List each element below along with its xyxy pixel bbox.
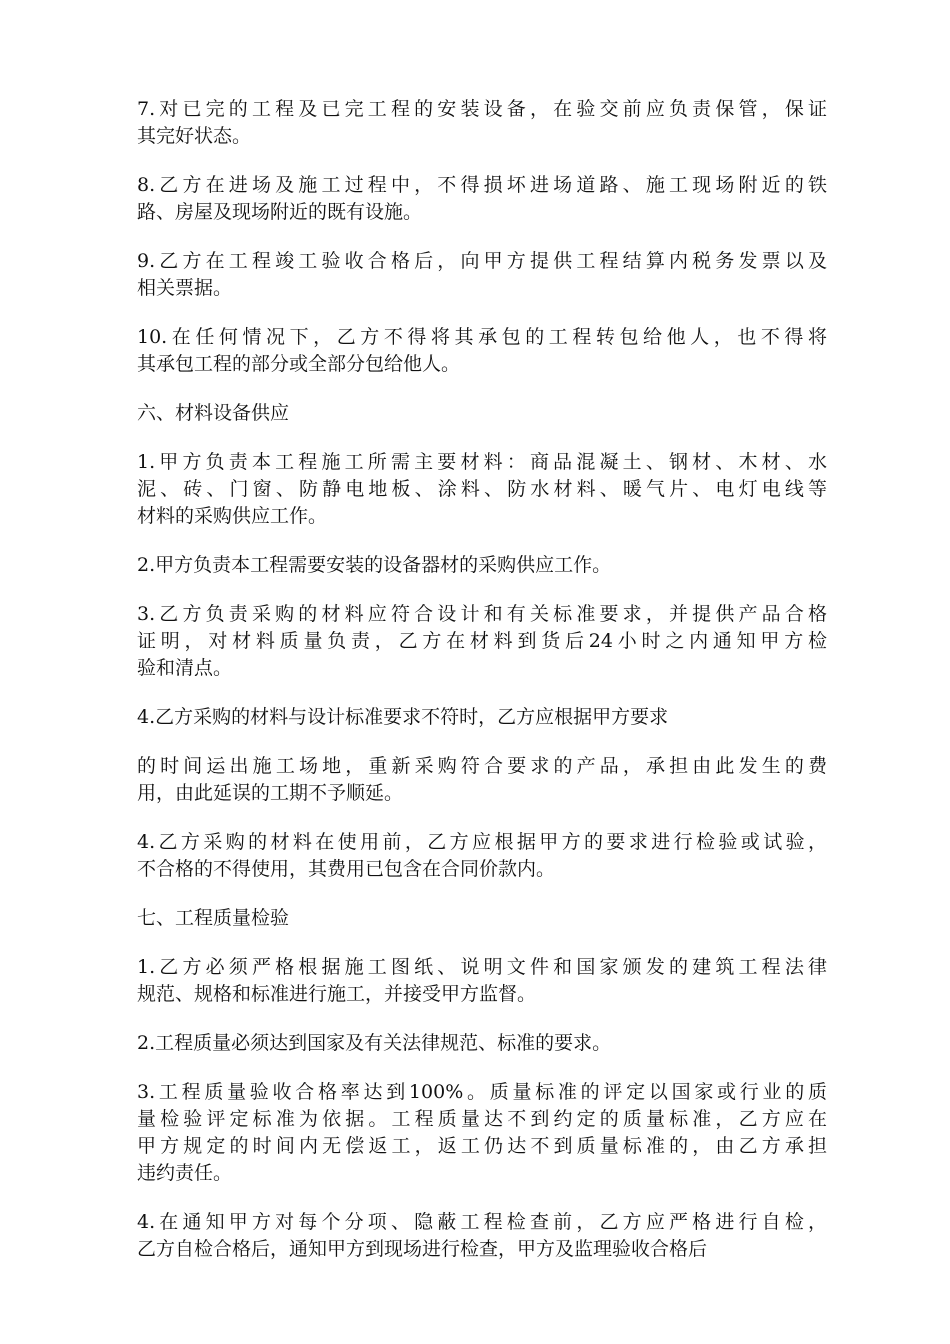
text-line: 乙方自检合格后，通知甲方到现场进行检查，甲方及监理验收合格后 <box>137 1238 708 1260</box>
paragraph <box>137 704 827 731</box>
text-line: 1.乙方必须严格根据施工图纸、说明文件和国家颁发的建筑工程法律 <box>137 956 827 978</box>
text-line: 用，由此延误的工期不予顺延。 <box>137 782 404 804</box>
text-line: 7.对已完的工程及已完工程的安装设备，在验交前应负责保管，保证 <box>137 98 827 120</box>
text-line: 违约责任。 <box>137 1162 233 1184</box>
text-line: 材料的采购供应工作。 <box>137 505 328 527</box>
text-line: 甲方规定的时间内无偿返工，返工仍达不到质量标准的，由乙方承担 <box>137 1135 827 1157</box>
text-line: 相关票据。 <box>137 277 233 299</box>
section-heading <box>137 905 827 932</box>
text-line: 其完好状态。 <box>137 125 252 147</box>
text-line: 2.甲方负责本工程需要安装的设备器材的采购供应工作。 <box>137 554 612 576</box>
text-line: 规范、规格和标准进行施工，并接受甲方监督。 <box>137 983 537 1005</box>
paragraph <box>137 1209 827 1263</box>
paragraph <box>137 1030 827 1057</box>
paragraph <box>137 172 827 226</box>
text-line: 量检验评定标准为依据。工程质量达不到约定的质量标准，乙方应在 <box>137 1108 827 1130</box>
text-line: 3.乙方负责采购的材料应符合设计和有关标准要求，并提供产品合格 <box>137 603 827 625</box>
section-heading <box>137 400 827 427</box>
text-line: 3.工程质量验收合格率达到100%。质量标准的评定以国家或行业的质 <box>137 1081 827 1103</box>
text-line: 七、工程质量检验 <box>137 907 290 929</box>
paragraph <box>137 753 827 807</box>
text-line: 4.乙方采购的材料在使用前，乙方应根据甲方的要求进行检验或试验， <box>137 831 827 853</box>
text-line: 证明，对材料质量负责，乙方在材料到货后24小时之内通知甲方检 <box>137 630 827 652</box>
text-line: 泥、砖、门窗、防静电地板、涂料、防水材料、暖气片、电灯电线等 <box>137 478 827 500</box>
paragraph <box>137 449 827 530</box>
text-line: 9.乙方在工程竣工验收合格后，向甲方提供工程结算内税务发票以及 <box>137 250 827 272</box>
text-line: 验和清点。 <box>137 657 233 679</box>
text-line: 不合格的不得使用，其费用已包含在合同价款内。 <box>137 858 556 880</box>
document-page <box>137 96 827 1285</box>
paragraph <box>137 248 827 302</box>
text-line: 10.在任何情况下，乙方不得将其承包的工程转包给他人，也不得将 <box>137 326 827 348</box>
paragraph <box>137 324 827 378</box>
text-line: 2.工程质量必须达到国家及有关法律规范、标准的要求。 <box>137 1032 612 1054</box>
text-line: 4.乙方采购的材料与设计标准要求不符时，乙方应根据甲方要求 <box>137 706 669 728</box>
paragraph <box>137 96 827 150</box>
text-line: 4.在通知甲方对每个分项、隐蔽工程检查前，乙方应严格进行自检， <box>137 1211 827 1233</box>
text-line: 1.甲方负责本工程施工所需主要材料：商品混凝土、钢材、木材、水 <box>137 451 827 473</box>
paragraph <box>137 552 827 579</box>
paragraph <box>137 829 827 883</box>
text-line: 六、材料设备供应 <box>137 402 290 424</box>
paragraph <box>137 1079 827 1187</box>
paragraph <box>137 954 827 1008</box>
text-line: 8.乙方在进场及施工过程中，不得损坏进场道路、施工现场附近的铁 <box>137 174 827 196</box>
text-line: 路、房屋及现场附近的既有设施。 <box>137 201 423 223</box>
text-line: 其承包工程的部分或全部分包给他人。 <box>137 353 461 375</box>
paragraph <box>137 601 827 682</box>
text-line: 的时间运出施工场地，重新采购符合要求的产品，承担由此发生的费 <box>137 755 827 777</box>
